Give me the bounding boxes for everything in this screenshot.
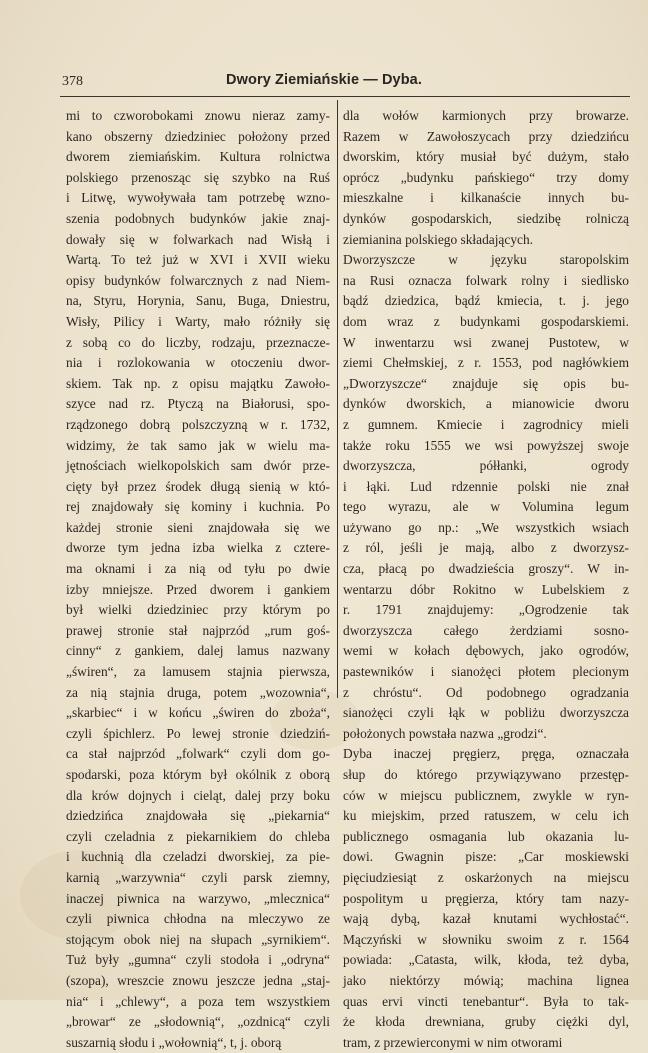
text-line: r. 1791 znajdujemy: „Ogrodzenie tak	[343, 602, 629, 618]
text-line: powiada: „Catasta, wilk, kłoda, też dyba,	[343, 952, 629, 968]
text-line: prawej stronie stał najprzód „rum goś-	[66, 622, 330, 638]
text-line: jętnościach wielkopolskich sam dwór prze-	[66, 458, 330, 474]
text-line: i Litwę, wywoływała tam potrzebę wzno-	[66, 190, 330, 206]
text-line: z ról, jeśli je mają, albo z dworzysz-	[343, 540, 629, 556]
text-line: karnią „warzywnia“ czyli parsk ziemny,	[66, 869, 330, 885]
text-line: dworem ziemiańskim. Kultura rolnictwa	[66, 149, 330, 165]
text-line: tego wyrazu, ale w Volumina legum	[343, 499, 629, 515]
text-line: czyli czeladnia z piekarnikiem do chleba	[66, 828, 330, 844]
text-line: „browar“ ze „słodownią“, „ozdnicą“ czyli	[66, 1014, 330, 1030]
text-line: dom wraz z budynkami gospodarskiemi.	[343, 313, 629, 329]
text-line: Tuż były „gumna“ czyli stodoła i „odryna“	[66, 952, 330, 968]
text-line: ziemianina polskiego składających.	[343, 231, 534, 247]
text-line: ku miejskim, przed ratuszem, w celu ich	[343, 808, 629, 824]
text-line: suszarnią słodu i „wołownią“, t, j. oborą	[66, 1034, 282, 1050]
text-line: wemi w kołach dębowych, jako ogrodów,	[343, 643, 629, 659]
left-text-column	[66, 106, 330, 1053]
text-line: także roku 1555 we wsi powyższej swoje	[343, 437, 629, 453]
running-title: Dwory Ziemiańskie — Dyba.	[226, 72, 422, 88]
text-line: „świren“, za lamusem stajnia pierwsza,	[66, 664, 330, 680]
text-line: dworze tym jedna izba wielka z cztere-	[66, 540, 330, 556]
text-line: dla krów dojnych i cieląt, dalej przy boku	[66, 787, 330, 803]
text-line: inaczej piwnica na warzywo, „mlecznica“	[66, 890, 330, 906]
text-line: Dyba inaczej pręgierz, pręga, oznaczała	[343, 746, 629, 762]
text-line: dynków gospodarskich, siedzibę rolniczą	[343, 210, 629, 226]
text-line: spodarski, poza którym był okólnik z oborą	[66, 767, 330, 782]
right-text-column	[343, 106, 629, 1053]
text-line: opisy budynków folwarcznych z nad Niem-	[66, 272, 330, 288]
text-line: Wartą. To też już w XVI i XVII wieku	[66, 252, 330, 268]
text-line: sianożęci czyli łąk w pobliżu dworzyszcza	[343, 705, 629, 721]
text-line: widzimy, że tak samo jak w wielu ma-	[66, 437, 330, 453]
text-line: na Rusi oznacza folwark rolny i siedlisko	[343, 272, 629, 288]
text-line: z gumnem. Kmiecie i zagrodnicy mieli	[343, 416, 629, 432]
column-divider	[337, 100, 338, 698]
text-line: „skarbiec“ i w końcu „świren do zboża“,	[66, 705, 330, 721]
text-line: szenia podobnych budynków jakie znaj-	[66, 210, 330, 226]
text-line: że kłoda drewniana, gruby ciężki dyl,	[343, 1014, 629, 1030]
text-line: (szopa), wreszcie znowu jeszcze jedna „staj-	[66, 972, 330, 988]
text-line: cinny“ z gankiem, dalej lamus nazwany	[66, 643, 330, 659]
text-line: dziedzińca znajdowała się „piekarnia“	[66, 808, 330, 824]
text-line: był wielki dziedziniec przy którym po	[66, 602, 330, 618]
text-line: ziemi Chełmskiej, z r. 1553, pod nagłówkiem	[343, 355, 629, 371]
text-line: nia i rozlokowania w otoczeniu dwor-	[66, 355, 330, 371]
text-line: położonych powstała nazwa „grodzi“.	[343, 725, 547, 741]
text-line: publicznego osmagania lub okazania lu-	[343, 828, 629, 844]
text-line: skiem. Tak np. z opisu majątku Zawoło-	[66, 375, 330, 391]
text-line: dworzyszcza, półłanki, ogrody	[343, 458, 629, 474]
text-line: dworskim, który musiał być dużym, stało	[343, 149, 629, 165]
text-line: mieszkalne i kilkanaście innych bu-	[343, 190, 629, 206]
text-line: nia“ i „chlewy“, a poza tem wszystkiem	[66, 993, 330, 1009]
text-line: quas ervi vincti tenebantur“. Była to tak-	[343, 993, 629, 1009]
text-line: czyli śpichlerz. Po lewej stronie dziedziń-	[66, 725, 330, 741]
header-rule	[60, 96, 630, 97]
text-line: dowi. Gwagnin pisze: „Car moskiewski	[343, 849, 629, 865]
text-line: Dworzyszcze w języku staropolskim	[343, 252, 629, 268]
text-line: ma oknami i za nią od tyłu po dwie	[66, 561, 330, 577]
text-line: rej znajdowały się kominy i kuchnia. Po	[66, 499, 330, 515]
page-number: 378	[62, 74, 83, 89]
text-line: i łąki. Lud rdzennie polski nie znał	[343, 478, 629, 494]
text-line: izby mniejsze. Przed dworem i gankiem	[66, 581, 330, 597]
text-line: dowały się w folwarkach nad Wisłą i	[66, 231, 330, 247]
text-line: pastewników i sianożęci płotem plecionym	[343, 664, 629, 680]
text-line: ca stał najprzód „folwark“ czyli dom go-	[66, 746, 330, 762]
text-line: Wisły, Pilicy i Warty, mało różniły się	[66, 313, 330, 329]
text-line: cięty był przez środek długą sienią w któ-	[66, 478, 330, 494]
text-line: stojącym obok niej na słupach „syrnikiem“.	[66, 931, 330, 947]
text-line: cza, płacą po dwadzieścia groszy“. W in-	[343, 561, 629, 577]
text-line: dla wołów karmionych przy browarze.	[343, 108, 629, 123]
text-line: wają dybą, kazał knutami wychłostać“.	[343, 911, 629, 927]
text-line: dworzyszcza całego żerdziami sosno-	[343, 622, 629, 638]
text-line: Razem w Zawołoszycach przy dziedzińcu	[343, 128, 629, 144]
text-line: z chróstu“. Od podobnego ogradzania	[343, 684, 629, 700]
text-line: używano go np.: „We wszystkich wsiach	[343, 519, 629, 535]
text-line: na, Styru, Horynia, Sanu, Buga, Dniestru,	[66, 293, 330, 309]
text-line: czyli piwnica chłodna na mleczywo ze	[66, 911, 330, 927]
text-line: ców w miejscu publicznem, zwykle w ryn-	[343, 787, 629, 803]
text-line: i kuchnią dla czeladzi dworskiej, za pie-	[66, 849, 330, 865]
text-line: W inwentarzu wsi zwanej Pustotew, w	[343, 334, 629, 350]
text-line: rządzonego dobrą polszczyzną w r. 1732,	[66, 416, 330, 432]
text-line: z sobą co do liczby, rodzaju, przeznacze-	[66, 334, 330, 350]
text-line: za nią stajnia druga, potem „wozownia“,	[66, 684, 330, 700]
text-line: wentarzu dóbr Rokitno w Lubelskiem z	[343, 581, 629, 597]
text-line: tram, z przewierconymi w nim otworami	[343, 1034, 563, 1050]
text-line: Mączyński w słowniku swoim z r. 1564	[343, 931, 629, 947]
text-line: jako niektórzy mówią; machina lignea	[343, 972, 629, 988]
text-line: kano obszerny dziedziniec położony przed	[66, 128, 330, 144]
text-line: „Dworzyszcze“ znajduje się opis bu-	[343, 375, 629, 391]
text-line: każdej stronie sieni znajdowała się we	[66, 519, 330, 535]
text-line: polskiego przenosząc się szybko na Ruś	[66, 169, 330, 185]
text-line: mi to czworobokami znowu nieraz zamy-	[66, 108, 330, 123]
text-line: pięciudziesiąt z oskarżonych na miejscu	[343, 869, 629, 885]
text-line: bądź dziedzica, bądź kmiecia, t. j. jego	[343, 293, 629, 309]
text-line: szyce nad rz. Ptyczą na Białorusi, spo-	[66, 396, 330, 412]
text-line: pospolitym u pręgierza, który tam nazy-	[343, 890, 629, 906]
text-line: oprócz „budynku pańskiego“ trzy domy	[343, 169, 629, 185]
text-line: dynków dworskich, a mianowicie dworu	[343, 396, 629, 412]
text-line: słup do którego przywiązywano przestęp-	[343, 767, 629, 782]
